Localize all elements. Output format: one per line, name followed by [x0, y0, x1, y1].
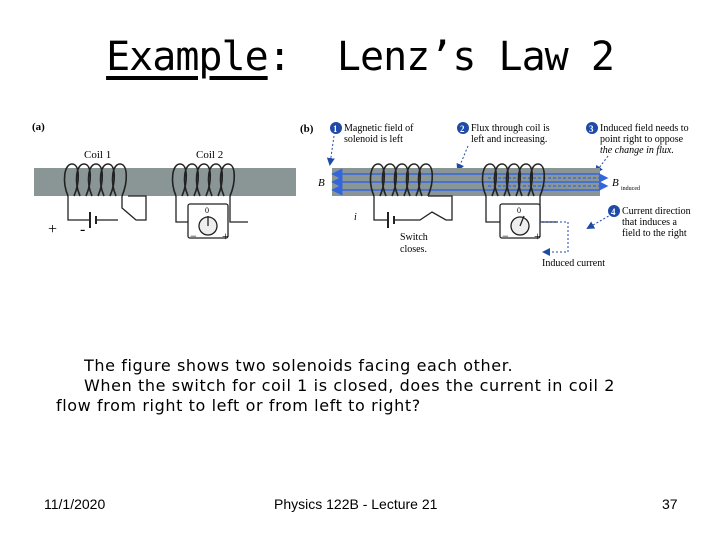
caption-line1: The figure shows two solenoids facing each other. — [84, 356, 514, 375]
callout1-line2: solenoid is left — [344, 134, 403, 145]
coil2b-circuit — [486, 196, 558, 238]
induced-current-path — [540, 222, 568, 252]
b-right-sub: induced — [621, 186, 640, 192]
footer-date: 11/1/2020 — [44, 496, 106, 512]
title-colon: : — [267, 34, 291, 80]
callout4-line1: Current direction — [622, 206, 691, 217]
meter-minus-a: − — [190, 229, 197, 243]
induced-current-label: Induced current — [542, 258, 606, 269]
caption-line3: flow from right to left or from left to right? — [56, 396, 421, 415]
solenoid-figure — [28, 112, 708, 277]
callout3-line1: Induced field needs to — [600, 123, 689, 134]
callout2-line1: Flux through coil is — [471, 123, 550, 134]
callout3-line3: the change in flux. — [600, 145, 674, 156]
b-left-label: B — [318, 177, 325, 189]
coil2-circuit — [176, 196, 248, 238]
meter-plus-b: + — [534, 229, 541, 243]
callout1-num: 1 — [333, 124, 338, 134]
callout4-num: 4 — [611, 207, 616, 217]
callout2-line2: left and increasing. — [471, 134, 548, 145]
coil1-label: Coil 1 — [84, 149, 112, 161]
b-right-label: B — [612, 177, 619, 189]
battery-minus-a: - — [80, 221, 86, 238]
question-caption — [56, 356, 696, 416]
meter-minus-b: − — [502, 229, 509, 243]
panel-b-label: (b) — [300, 123, 314, 135]
callout3-line2: point right to oppose — [600, 134, 684, 145]
title-prefix: Example — [106, 34, 268, 80]
footer-page-number: 37 — [662, 496, 678, 512]
solenoid-bar-a — [34, 168, 296, 196]
title-main: Lenz’s Law 2 — [336, 34, 614, 80]
battery-plus-a: + — [48, 221, 58, 238]
callout4-line3: field to the right — [622, 228, 687, 239]
coil2-label: Coil 2 — [196, 149, 224, 161]
footer-course: Physics 122B - Lecture 21 — [274, 496, 438, 512]
caption-line2: When the switch for coil 1 is closed, does the current in coil 2 — [84, 376, 616, 395]
coil1b-circuit — [374, 196, 452, 228]
slide-title — [0, 34, 720, 80]
callout4-line2: that induces a — [622, 217, 677, 228]
switch-line2: closes. — [400, 244, 427, 255]
current-label-b: i — [354, 212, 357, 223]
panel-a-label: (a) — [32, 121, 45, 133]
meter-zero-b: 0 — [517, 206, 521, 215]
meter-zero-a: 0 — [205, 206, 209, 215]
meter-plus-a: + — [222, 229, 229, 243]
switch-line1: Switch — [400, 232, 428, 243]
callout1-line1: Magnetic field of — [344, 123, 414, 134]
callout2-num: 2 — [460, 124, 465, 134]
callout3-num: 3 — [589, 124, 594, 134]
